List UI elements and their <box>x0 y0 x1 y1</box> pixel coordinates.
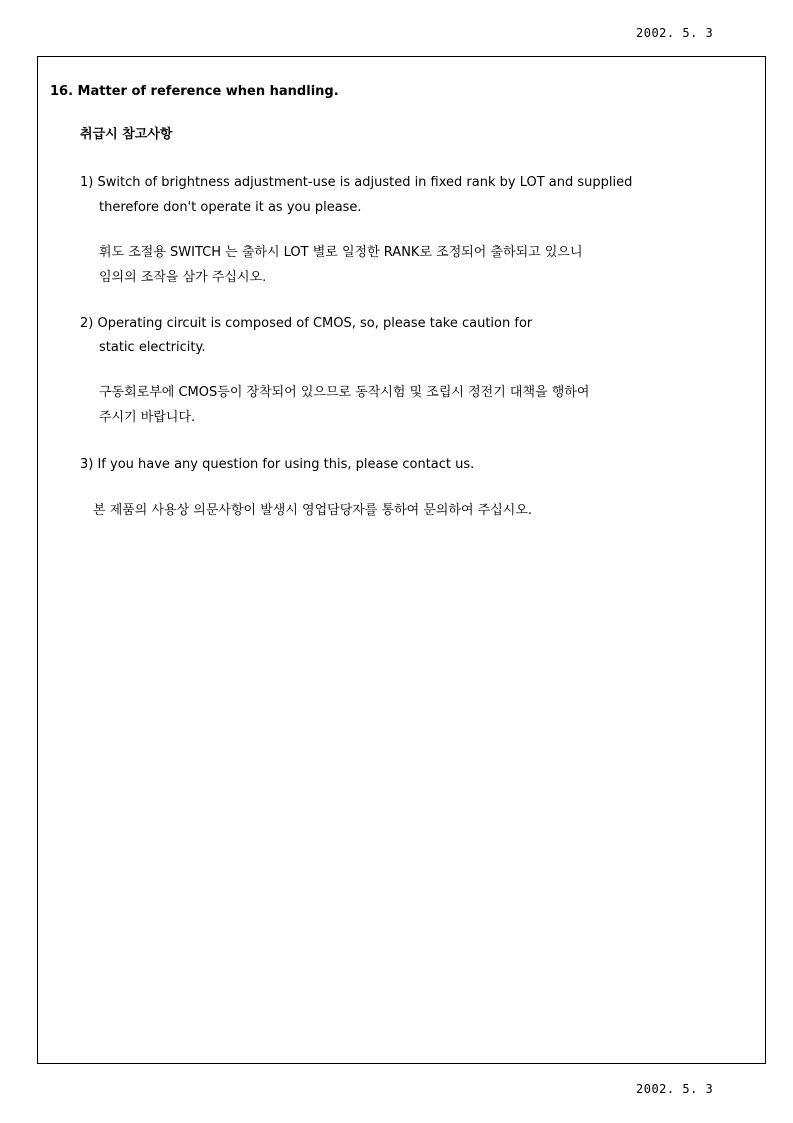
section-subtitle-ko: 취급시 참고사항 <box>80 127 173 142</box>
header-date: 2002. 5. 3 <box>636 26 714 40</box>
item-1-en-line-1: 1) Switch of brightness adjustment-use is adjusted in fixed rank by LOT and supplied <box>80 175 633 190</box>
footer-date: 2002. 5. 3 <box>636 1082 714 1096</box>
item-2-en-line-1: 2) Operating circuit is composed of CMOS, so, please take caution for <box>80 316 533 331</box>
item-1-ko-line-2: 임의의 조작을 삼가 주십시오. <box>99 270 267 285</box>
item-2-en-line-2: static electricity. <box>99 340 206 355</box>
item-2-ko-line-1: 구동회로부에 CMOS등이 장착되어 있으므로 동작시험 및 조립시 정전기 대책을 행하여 <box>99 385 590 400</box>
item-1-ko-line-1: 휘도 조절용 SWITCH 는 출하시 LOT 별로 일정한 RANK로 조정되어 출하되고 있으니 <box>99 245 583 260</box>
item-1-en-line-2: therefore don't operate it as you please. <box>99 200 362 215</box>
item-2-ko-line-2: 주시기 바랍니다. <box>99 410 196 425</box>
item-3-en-line-1: 3) If you have any question for using this, please contact us. <box>80 457 475 472</box>
section-title: 16. Matter of reference when handling. <box>50 84 339 99</box>
item-3-ko-line-1: 본 제품의 사용상 의문사항이 발생시 영업담당자를 통하여 문의하여 주십시오. <box>93 503 533 518</box>
